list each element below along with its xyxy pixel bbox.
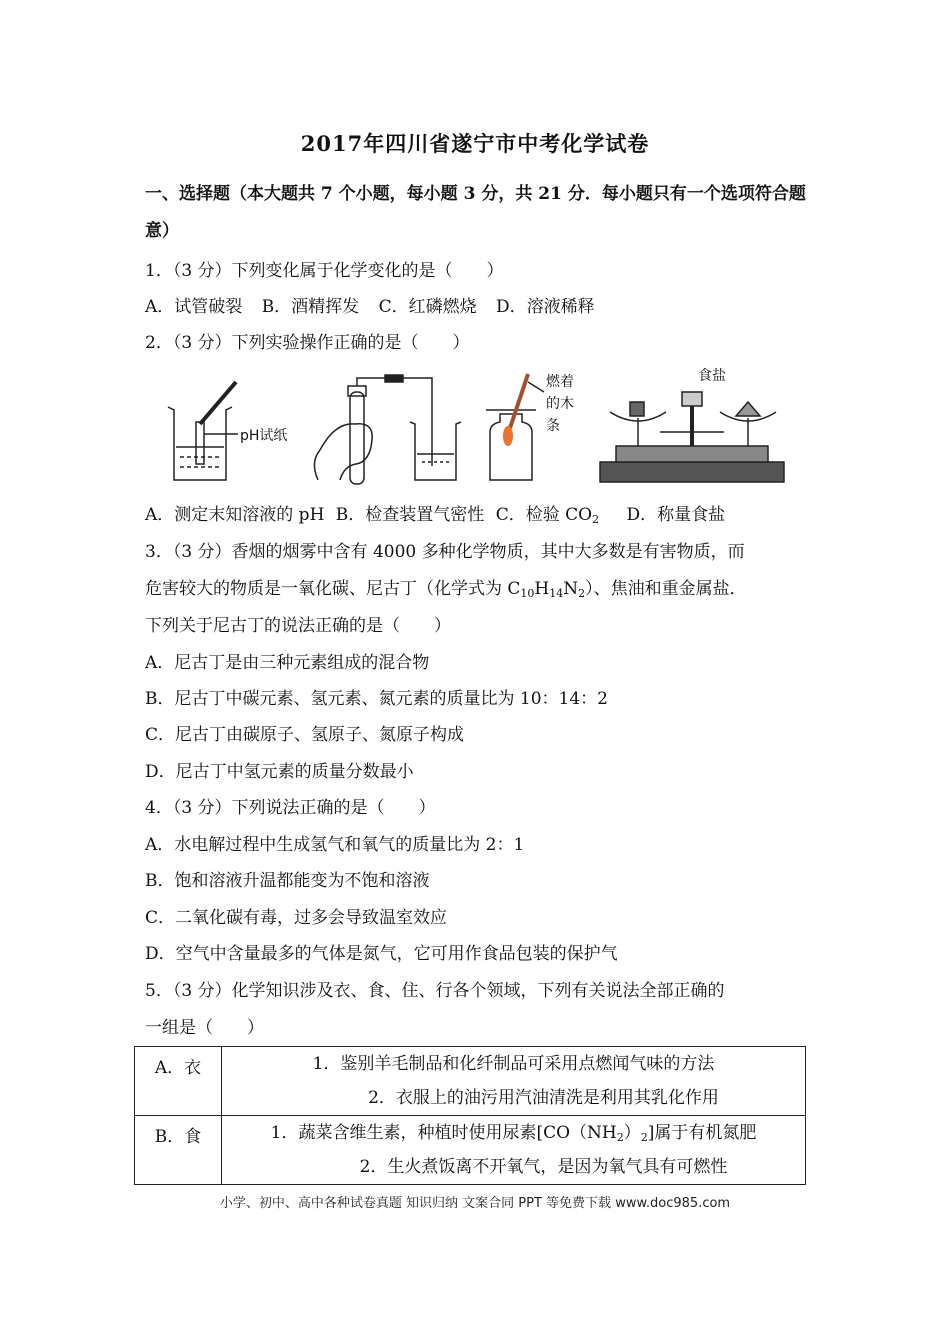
label-burning-stick-1: 燃着 [546, 374, 574, 390]
q3-option-b: B．尼古丁中碳元素、氢元素、氮元素的质量比为 10：14：2 [145, 689, 608, 709]
q3-option-c: C．尼古丁由碳原子、氢原子、氮原子构成 [145, 725, 465, 745]
section-heading: 一、选择题（本大题共 7 个小题，每小题 3 分，共 21 分．每小题只有一个选项符合题意） [145, 184, 806, 241]
q5-b1-sub2: 2 [640, 1131, 648, 1144]
q4-option-c: C．二氧化碳有毒，过多会导致温室效应 [145, 908, 448, 928]
q5-row-a-item-1: 1．鉴别羊毛制品和化纤制品可采用点燃闻气味的方法 [312, 1054, 715, 1074]
q3-line1: 3．（3 分）香烟的烟雾中含有 4000 多种化学物质，其中大多数是有害物质，而 [145, 542, 745, 562]
label-ph-paper: pH试纸 [240, 428, 288, 444]
q5-b1-mid: ） [623, 1123, 641, 1143]
q5-row-a-content [222, 1047, 806, 1116]
q3-h: H [534, 579, 550, 599]
q1-option-b: B．酒精挥发 [261, 297, 360, 317]
q1-options [145, 292, 609, 317]
q3-line2 [145, 574, 747, 600]
q1-stem: 1．（3 分）下列变化属于化学变化的是（ ） [145, 261, 504, 281]
q5-b1-sub1: 2 [616, 1131, 624, 1144]
q4-option-d: D．空气中含量最多的气体是氮气，它可用作食品包装的保护气 [145, 944, 618, 964]
page-title: 2017年四川省遂宁市中考化学试卷 [300, 131, 650, 156]
label-burning-stick-2: 的木 [546, 396, 574, 412]
q1-option-c: C．红磷燃烧 [378, 297, 477, 317]
q4-option-a: A．水电解过程中生成氢气和氧气的质量比为 2：1 [145, 835, 525, 855]
q4-option-b: B．饱和溶液升温都能变为不饱和溶液 [145, 871, 430, 891]
q3-option-d: D．尼古丁中氢元素的质量分数最小 [145, 762, 414, 782]
q3-sub-c: 10 [520, 587, 535, 600]
q5-row-b-label: B．食 [135, 1116, 222, 1185]
footer-download-notice: 小学、初中、高中各种试卷真题 知识归纳 文案合同 PPT 等免费下载 www.doc985.com [219, 1196, 731, 1211]
q5-row-b [135, 1116, 806, 1185]
q4-stem: 4．（3 分）下列说法正确的是（ ） [145, 798, 436, 818]
label-burning-stick-3: 条 [546, 418, 560, 434]
q2-option-a: A．测定末知溶液的 pH [145, 505, 325, 525]
q3-sub-n: 2 [578, 587, 586, 600]
q5-b1-post: ]属于有机氮肥 [647, 1123, 757, 1143]
q2-option-d: D．称量食盐 [626, 505, 726, 525]
label-salt: 食盐 [698, 368, 726, 384]
q2-option-c [496, 505, 599, 525]
q5-line2: 一组是（ ） [145, 1018, 264, 1038]
q3-line3: 下列关于尼古丁的说法正确的是（ ） [145, 616, 451, 636]
q2-option-b: B．检查装置气密性 [335, 505, 485, 525]
q3-sub-h: 14 [549, 587, 564, 600]
q5-row-a [135, 1047, 806, 1116]
balance-illustration [600, 392, 784, 482]
q3-line2-pre: 危害较大的物质是一氧化碳、尼古丁（化学式为 C [145, 579, 521, 599]
q3-n: N [563, 579, 579, 599]
q5-b1-pre: 1．蔬菜含维生素，种植时使用尿素[CO（NH [270, 1123, 617, 1143]
q1-option-d: D．溶液稀释 [496, 297, 595, 317]
q5-row-a-item-2: 2．衣服上的油污用汽油清洗是利用其乳化作用 [368, 1088, 719, 1108]
beaker-ph-illustration [168, 382, 238, 480]
q3-line2-post: ）、焦油和重金属盐． [585, 579, 747, 599]
q5-row-b-content [222, 1116, 806, 1185]
q2-stem: 2．（3 分）下列实验操作正确的是（ ） [145, 333, 470, 353]
q3-option-a: A．尼古丁是由三种元素组成的混合物 [145, 653, 430, 673]
q5-line1: 5．（3 分）化学知识涉及衣、食、住、行各个领域，下列有关说法全部正确的 [145, 981, 725, 1001]
airtight-check-illustration [314, 375, 461, 484]
q1-option-a: A．试管破裂 [145, 297, 243, 317]
q5-row-b-item-1 [222, 1116, 805, 1150]
co2-test-illustration [486, 374, 544, 480]
q2-options [145, 500, 725, 526]
q2-option-c-text: C．检验 CO [495, 505, 593, 525]
q2-experiment-figure [160, 362, 790, 487]
q5-options-table [134, 1046, 806, 1185]
q2-option-c-subscript: 2 [592, 513, 600, 526]
q5-row-b-item-2: 2．生火煮饭离不开氧气，是因为氧气具有可燃性 [359, 1157, 728, 1177]
q5-row-a-label: A．衣 [135, 1047, 222, 1116]
